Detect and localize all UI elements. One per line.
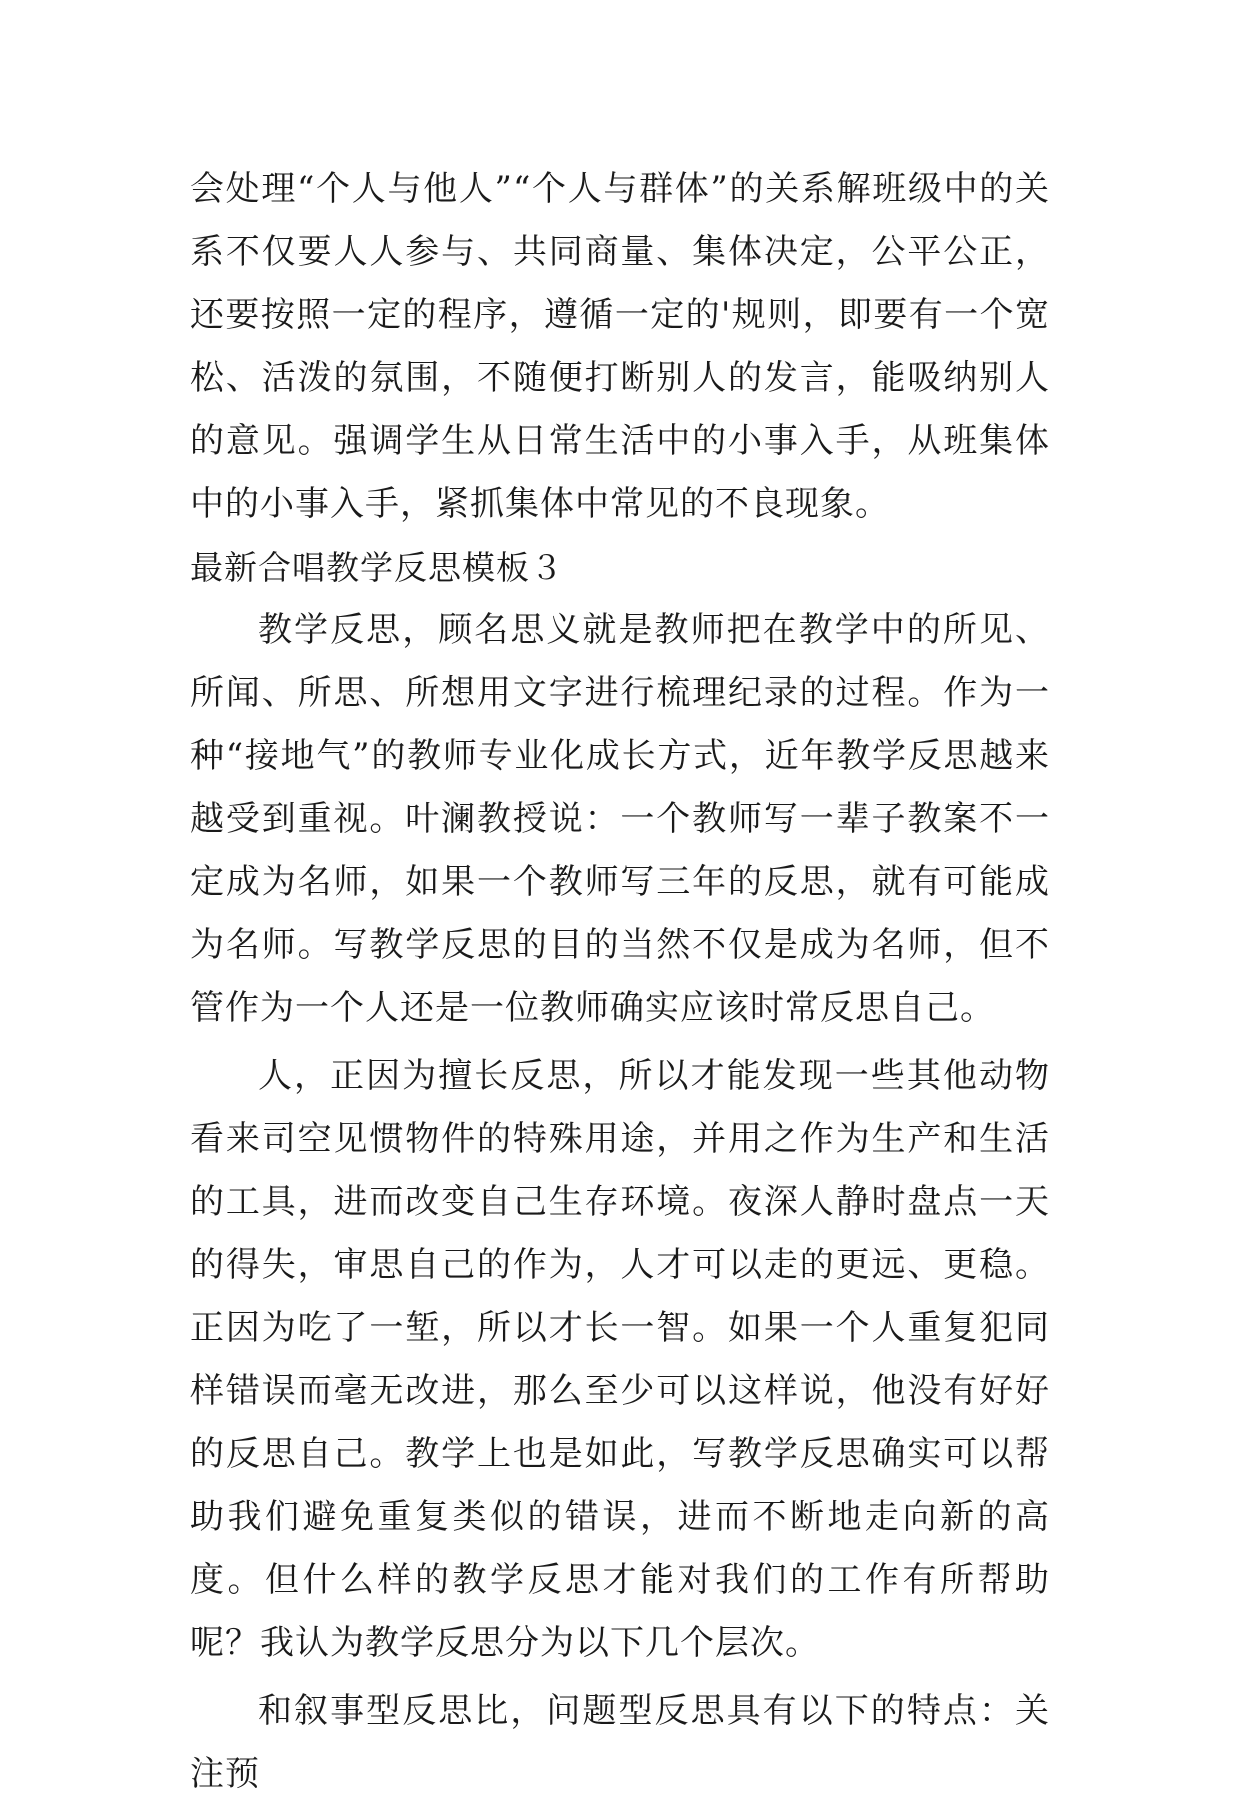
document-body [190, 158, 1050, 1806]
paragraph-continued: 会处理“个人与他人”“个人与群体”的关系解班级中的关系不仅要人人参与、共同商量、集体决定，公平公正，还要按照一定的程序，遵循一定的'规则，即要有一个宽松、活泼的氛围，不随便打断别人的发言，能吸纳别人的意见。强调学生从日常生活中的小事入手，从班集体中的小事入手，紧抓集体中常见的不良现象。 [190, 169, 1050, 524]
paragraph-reflection-definition: 教学反思，顾名思义就是教师把在教学中的所见、所闻、所思、所想用文字进行梳理纪录的过程。作为一种“接地气”的教师专业化成长方式，近年教学反思越来越受到重视。叶澜教授说：一个教师写一辈子教案不一定成为名师，如果一个教师写三年的反思，就有可能成为名师。写教学反思的目的当然不仅是成为名师，但不管作为一个人还是一位教师确实应该时常反思自己。 [190, 610, 1050, 1028]
paragraph-problem-type: 和叙事型反思比，问题型反思具有以下的特点：关注预 [190, 1691, 1050, 1794]
paragraph-reflection-importance: 人，正因为擅长反思，所以才能发现一些其他动物看来司空见惯物件的特殊用途，并用之作为生产和生活的工具，进而改变自己生存环境。夜深人静时盘点一天的得失，审思自己的作为，人才可以走的更远、更稳。正因为吃了一堑，所以才长一智。如果一个人重复犯同样错误而毫无改进，那么至少可以这样说，他没有好好的反思自己。教学上也是如此，写教学反思确实可以帮助我们避免重复类似的错误，进而不断地走向新的高度。但什么样的教学反思才能对我们的工作有所帮助呢？我认为教学反思分为以下几个层次。 [190, 1056, 1050, 1663]
section-heading: 最新合唱教学反思模板３ [190, 548, 564, 587]
